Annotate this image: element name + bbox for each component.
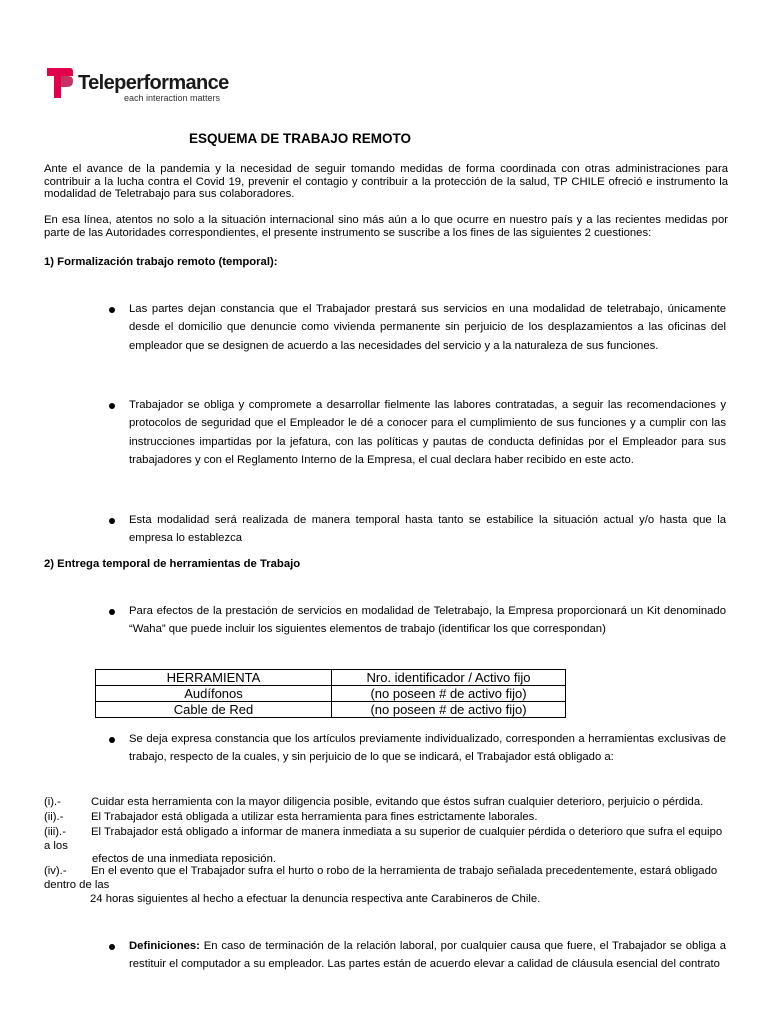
obligation-number: (iii).- (44, 826, 66, 838)
obligation-item (44, 796, 734, 810)
definitions-text: En caso de terminación de la relación laboral, por cualquier causa que fuere, el Trabajador se obliga a restituir el computador a su empleador. Las partes están de acuerdo elevar a calidad de cláusula esencial del contrato (129, 940, 726, 971)
list-item-text: Para efectos de la prestación de servicios en modalidad de Teletrabajo, la Empresa proporcionará un Kit denominado “Waha” que puede incluir los siguientes elementos de trabajo (identificar los que correspondan) (129, 605, 726, 636)
obligation-text-wrap: efectos de una inmediata reposición. (92, 853, 277, 865)
obligation-number: (ii).- (44, 811, 64, 823)
obligation-text: En el evento que el Trabajador sufra el hurto o robo de la herramienta de trabajo señalada precedentemente, estará obligado (91, 865, 718, 877)
obligation-text: El Trabajador está obligado a informar de manera inmediata a su superior de cualquier pérdida o deterioro que sufra el equipo (91, 826, 723, 838)
obligation-text-wrap: a los (44, 840, 68, 852)
obligation-text: Cuidar esta herramienta con la mayor diligencia posible, evitando que éstos sufran cualquier deterioro, perjuicio o pérdida. (91, 796, 704, 808)
bullet-icon (109, 403, 115, 409)
obligation-text: El Trabajador está obligada a utilizar esta herramienta para fines estrictamente laborales. (91, 811, 538, 823)
bullet-icon (109, 737, 115, 743)
bullet-icon (109, 944, 115, 950)
tools-table (95, 669, 566, 718)
obligation-item (44, 826, 734, 868)
table-cell: (no poseen # de activo fijo) (332, 702, 566, 718)
list-item-text (129, 937, 726, 974)
list-item-text: Se deja expresa constancia que los artículos previamente individualizado, corresponden a herramientas exclusivas de trabajo, respecto de la cuales, y sin perjuicio de lo que se indicará, el Trabajador está obligado a: (129, 733, 726, 764)
bullet-icon (109, 518, 115, 524)
definitions-label: Definiciones: (129, 940, 200, 952)
list-item (112, 300, 726, 360)
obligation-text-wrap: 24 horas siguientes al hecho a efectuar la denuncia respectiva ante Carabineros de Chile. (90, 893, 541, 905)
table-row (96, 686, 566, 702)
list-item (112, 511, 726, 551)
table-cell: (no poseen # de activo fijo) (332, 686, 566, 702)
list-item-text: Las partes dejan constancia que el Trabajador prestará sus servicios en una modalidad de teletrabajo, únicamente desde el domicilio que denuncie como vivienda permanente sin perjuicio de los desplazamientos a las oficinas del empleador que se designen de acuerdo a las necesidades del servicio y a la naturaleza de sus funciones. (129, 303, 726, 352)
table-cell: Audífonos (96, 686, 332, 702)
table-header-cell: Nro. identificador / Activo fijo (332, 670, 566, 686)
table-header-row (96, 670, 566, 686)
bullet-icon (109, 609, 115, 615)
company-logo (46, 66, 246, 106)
bullet-icon (109, 307, 115, 313)
list-item (112, 602, 726, 642)
intro-paragraph-2: En esa línea, atentos no solo a la situación internacional sino más aún a lo que ocurre en nuestro país y a las recientes medidas por parte de las Autoridades correspondientes, el presente instrumento se suscribe a los fines de las siguientes 2 cuestiones: (44, 214, 728, 239)
obligation-text-wrap: dentro de las (44, 879, 110, 891)
table-row (96, 702, 566, 718)
table-header-cell: HERRAMIENTA (96, 670, 332, 686)
document-title-text: ESQUEMA DE TRABAJO REMOTO (189, 131, 412, 146)
brand-name: Teleperformance (78, 72, 229, 94)
list-item (112, 396, 726, 474)
intro-paragraph-1: Ante el avance de la pandemia y la necesidad de seguir tomando medidas de forma coordinada con otras administraciones para contribuir a la lucha contra el Covid 19, prevenir el contagio y contribuir a la protección de la salud, TP CHILE ofreció e instrumento la modalidad de Teletrabajo para sus colaboradores. (44, 163, 728, 201)
section-2-heading: 2) Entrega temporal de herramientas de Trabajo (44, 558, 301, 570)
list-item (112, 730, 726, 770)
teleperformance-logo-icon (46, 66, 74, 100)
obligation-number: (i).- (44, 796, 61, 808)
list-item-text: Esta modalidad será realizada de manera temporal hasta tanto se estabilice la situación actual y/o hasta que la empresa lo establezca (129, 514, 726, 545)
obligation-number: (iv).- (44, 865, 67, 877)
list-item (112, 937, 726, 977)
list-item-text: Trabajador se obliga y compromete a desarrollar fielmente las labores contratadas, a seguir las recomendaciones y protocolos de seguridad que el Empleador le dé a conocer para el cumplimiento de sus funciones y a cumplir con las instrucciones impartidas por la jefatura, con las políticas y pautas de conducta definidas por el Empleador para sus trabajadores y con el Reglamento Interno de la Empresa, el cual declara haber recibido en este acto. (129, 399, 726, 466)
obligation-item (44, 865, 734, 907)
brand-tagline: each interaction matters (124, 93, 221, 103)
table-cell: Cable de Red (96, 702, 332, 718)
section-1-heading: 1) Formalización trabajo remoto (temporal): (44, 256, 278, 268)
obligation-item (44, 811, 734, 825)
